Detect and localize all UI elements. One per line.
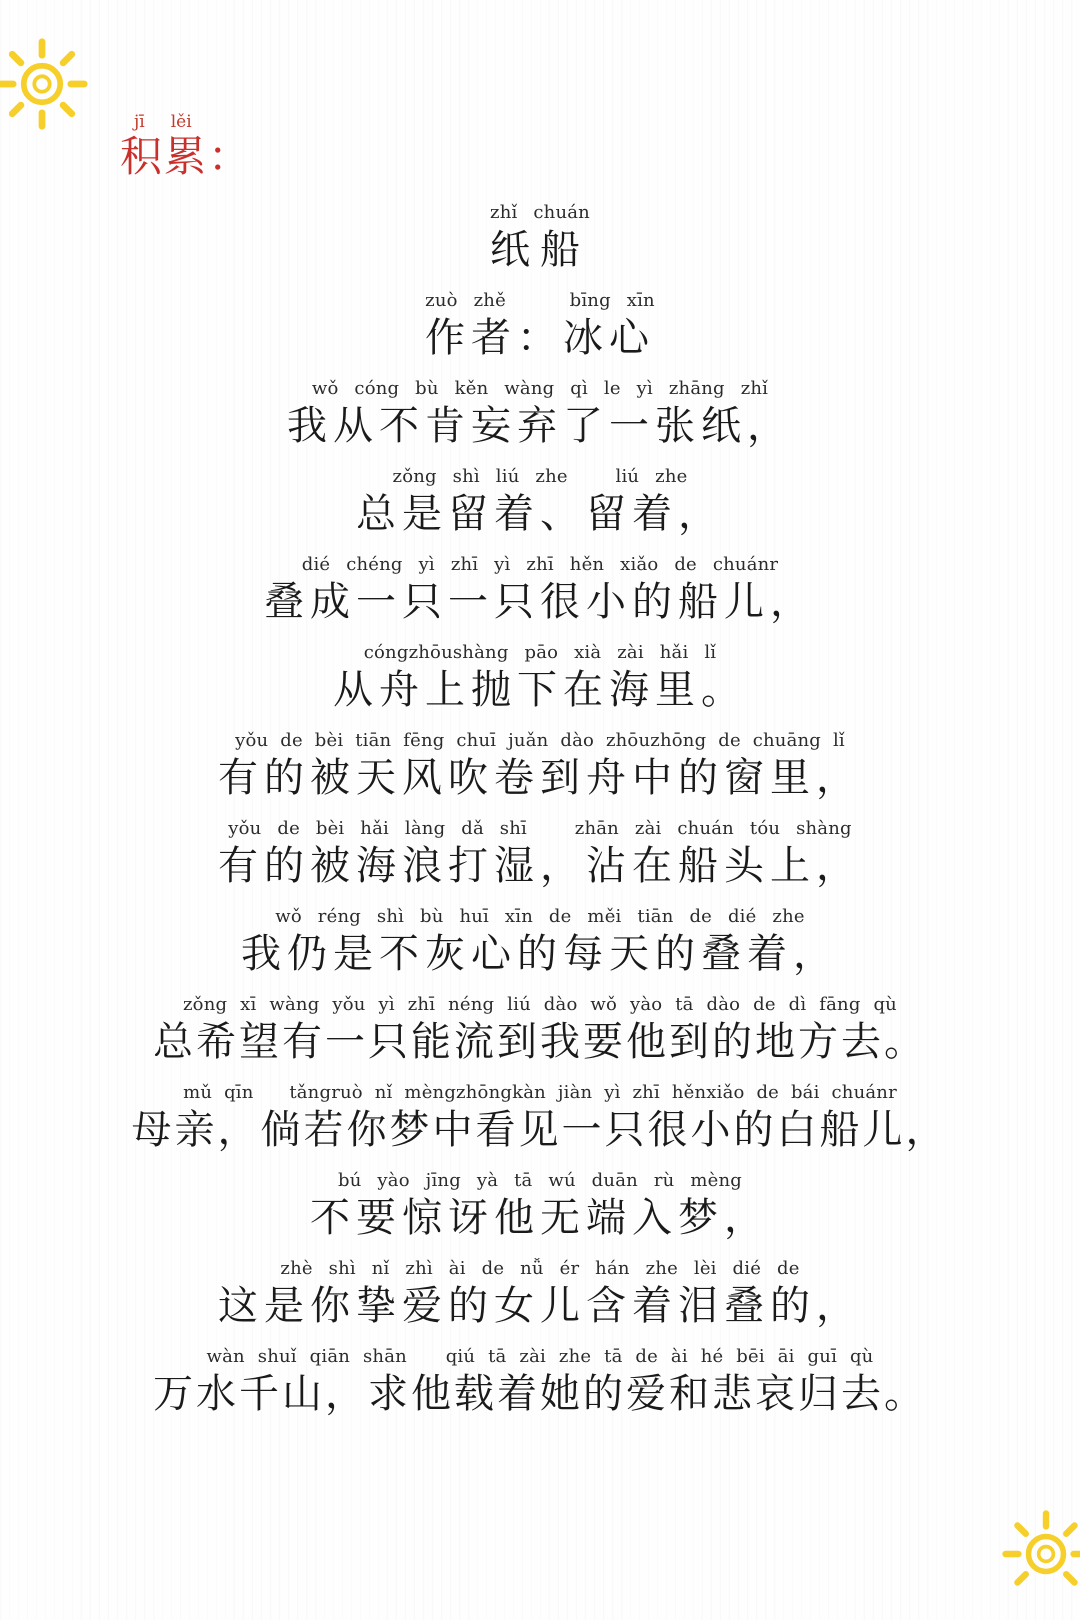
title-text: 纸船 xyxy=(490,227,590,273)
heading-pinyin-2: lěi xyxy=(170,112,192,132)
poem-author xyxy=(0,288,1080,362)
line-pinyin: zhè shì nǐ zhì ài de nǚ ér hán zhe lèi dié de xyxy=(280,1258,800,1279)
line-text: 有的被天风吹卷到舟中的窗里， xyxy=(218,755,862,801)
poem-line xyxy=(0,376,1080,450)
line-text: 我仍是不灰心的每天的叠着， xyxy=(241,931,839,977)
line-pinyin: cóngzhōushàng pāo xià zài hǎi lǐ xyxy=(363,642,717,663)
line-text: 叠成一只一只很小的船儿， xyxy=(264,579,816,625)
poem-line xyxy=(0,1168,1080,1242)
heading-pinyin-1: jī xyxy=(134,112,145,132)
line-text: 这是你挚爱的女儿含着泪叠的， xyxy=(218,1283,862,1329)
poem-line xyxy=(0,640,1080,714)
poem-line xyxy=(0,816,1080,890)
line-text: 有的被海浪打湿，沾在船头上， xyxy=(218,843,862,889)
poem-line xyxy=(0,904,1080,978)
poem-line xyxy=(0,1080,1080,1154)
sun-icon xyxy=(1000,1508,1080,1600)
line-pinyin: mǔ qīn tǎngruò nǐ mèngzhōngkàn jiàn yì zhī hěnxiǎo de bái chuánr xyxy=(183,1082,897,1103)
line-text: 总希望有一只能流到我要他到的地方去。 xyxy=(153,1019,927,1065)
line-pinyin: yǒu de bèi tiān fēng chuī juǎn dào zhōuzhōng de chuāng lǐ xyxy=(235,730,845,751)
author-pinyin: zuò zhě bīng xīn xyxy=(425,290,655,311)
author-text: 作者：冰心 xyxy=(425,315,655,361)
poem-line xyxy=(0,1256,1080,1330)
line-text: 总是留着、留着， xyxy=(356,491,724,537)
line-pinyin: wàn shuǐ qiān shān qiú tā zài zhe tā de ài hé bēi āi guī qù xyxy=(206,1346,874,1367)
section-heading xyxy=(120,112,253,181)
line-pinyin: wǒ cóng bù kěn wàng qì le yì zhāng zhǐ xyxy=(311,378,769,399)
line-pinyin: bú yào jīng yà tā wú duān rù mèng xyxy=(337,1170,743,1191)
poem-line xyxy=(0,552,1080,626)
line-text: 从舟上抛下在海里。 xyxy=(333,667,747,713)
line-text: 不要惊讶他无端入梦， xyxy=(310,1195,770,1241)
poem-line xyxy=(0,1344,1080,1418)
line-pinyin: yǒu de bèi hǎi làng dǎ shī zhān zài chuán tóu shàng xyxy=(228,818,852,839)
poem-line xyxy=(0,992,1080,1066)
line-pinyin: zǒng xī wàng yǒu yì zhī néng liú dào wǒ yào tā dào de dì fāng qù xyxy=(183,994,897,1015)
line-text: 我从不肯妄弃了一张纸， xyxy=(287,403,793,449)
line-text: 万水千山，求他载着她的爱和悲哀归去。 xyxy=(153,1371,927,1417)
title-pinyin: zhǐ chuán xyxy=(490,202,590,223)
poem-line xyxy=(0,728,1080,802)
poem-title xyxy=(0,200,1080,274)
sun-icon xyxy=(0,36,90,132)
poem-line xyxy=(0,464,1080,538)
line-pinyin: wǒ réng shì bù huī xīn de měi tiān de dié zhe xyxy=(275,906,805,927)
line-pinyin: dié chéng yì zhī yì zhī hěn xiǎo de chuánr xyxy=(301,554,779,575)
heading-text: 积累： xyxy=(120,132,253,181)
line-text: 母亲，倘若你梦中看见一只很小的白船儿， xyxy=(131,1107,949,1153)
line-pinyin: zǒng shì liú zhe liú zhe xyxy=(392,466,688,487)
